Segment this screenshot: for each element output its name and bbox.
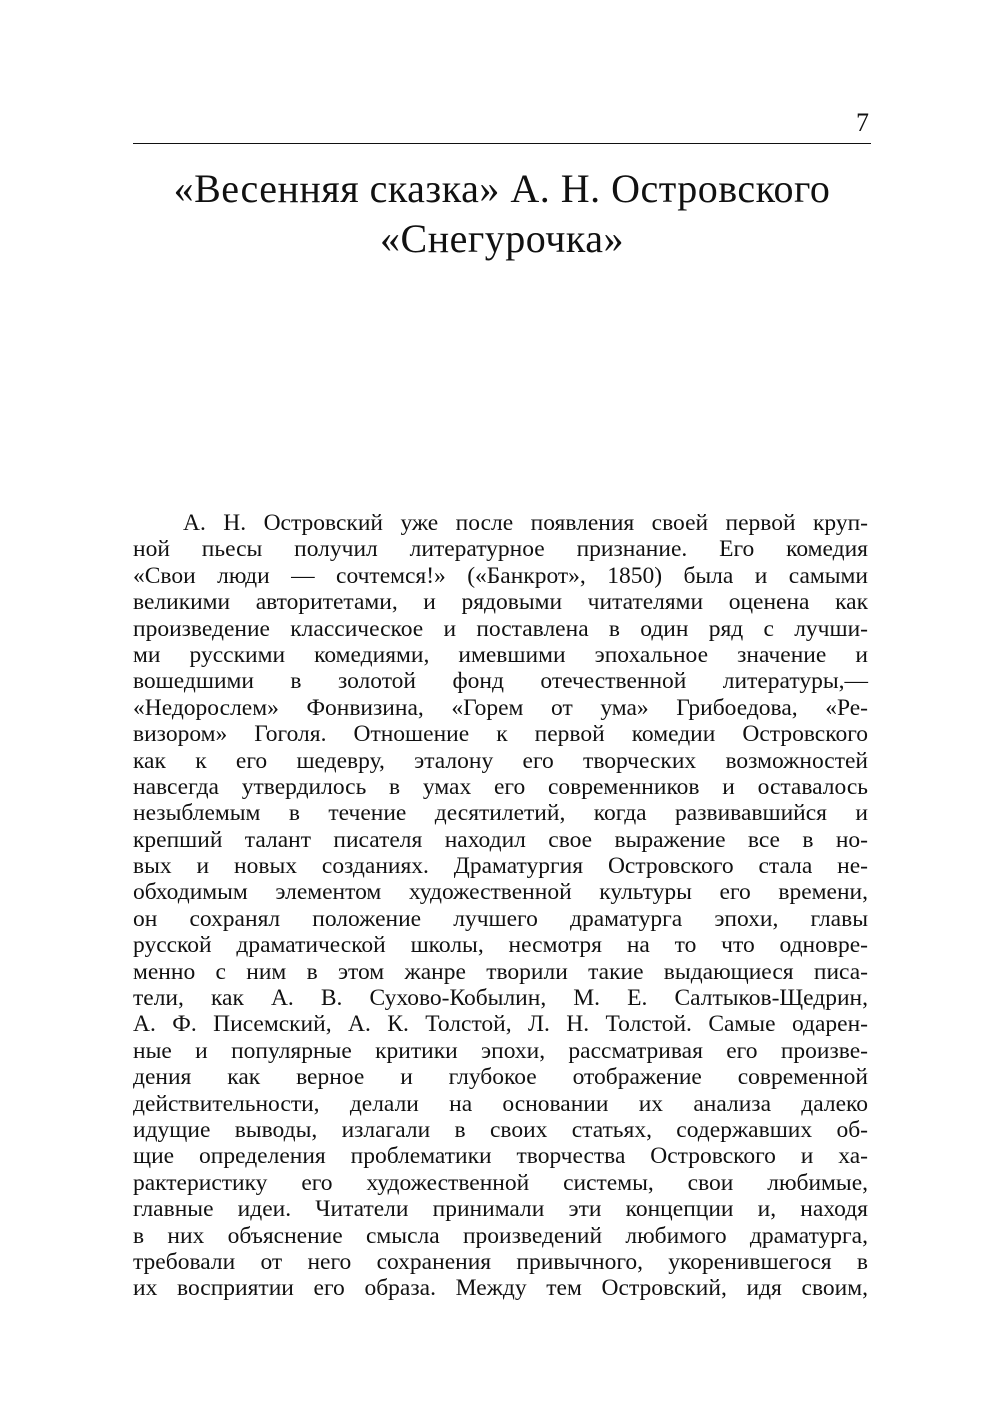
- text-line: А. Ф. Писемский, А. К. Толстой, Л. Н. Толстой. Самые одарен-: [133, 1011, 868, 1038]
- text-line: незыблемым в течение десятилетий, когда развивавшийся и: [133, 800, 868, 827]
- text-line: идущие выводы, излагали в своих статьях, содержавших об-: [133, 1116, 868, 1143]
- text-line: «Свои люди — сочтемся!» («Банкрот», 1850) была и самыми: [133, 562, 868, 589]
- text-line: великими авторитетами, и рядовыми читателями оценена как: [133, 589, 868, 616]
- text-line: визором» Гоголя. Отношение к первой комедии Островского: [133, 721, 868, 748]
- chapter-title-line-2: «Снегурочка»: [380, 216, 624, 261]
- body-text: [133, 510, 868, 1302]
- chapter-title: [133, 164, 871, 264]
- text-line: главные идеи. Читатели принимали эти концепции и, находя: [133, 1196, 868, 1223]
- text-line: А. Н. Островский уже после появления своей первой круп-: [183, 510, 868, 536]
- text-line: рактеристику его художественной системы, свои любимые,: [133, 1169, 868, 1196]
- text-line: вошедшими в золотой фонд отечественной литературы,—: [133, 668, 868, 695]
- text-line: навсегда утвердилось в умах его современников и оставалось: [133, 773, 868, 800]
- text-line: крепший талант писателя находил свое выражение все в но-: [133, 826, 868, 853]
- text-line: требовали от него сохранения привычного, укоренившегося в: [133, 1248, 868, 1275]
- text-line: дения как верное и глубокое отображение современной: [133, 1064, 868, 1091]
- text-line: как к его шедевру, эталону его творческих возможностей: [133, 747, 868, 774]
- text-line: русской драматической школы, несмотря на то что одновре-: [133, 932, 868, 959]
- text-line: тели, как А. В. Сухово-Кобылин, М. Е. Салтыков-Щедрин,: [133, 985, 868, 1012]
- text-line: «Недорослем» Фонвизина, «Горем от ума» Грибоедова, «Ре-: [133, 694, 868, 721]
- page-number: 7: [856, 108, 869, 137]
- text-line: щие определения проблематики творчества Островского и ха-: [133, 1143, 868, 1170]
- text-line: ной пьесы получил литературное признание. Его комедия: [133, 536, 868, 563]
- text-line: в них объяснение смысла произведений любимого драматурга,: [133, 1222, 868, 1249]
- text-line: менно с ним в этом жанре творили такие выдающиеся писа-: [133, 958, 868, 985]
- text-line: действительности, делали на основании их анализа далеко: [133, 1090, 868, 1117]
- text-line: вых и новых созданиях. Драматургия Островского стала не-: [133, 853, 868, 880]
- text-line: ные и популярные критики эпохи, рассматривая его произве-: [133, 1037, 868, 1064]
- text-line: он сохранял положение лучшего драматурга эпохи, главы: [133, 905, 868, 932]
- chapter-title-line-1: «Весенняя сказка» А. Н. Островского: [173, 166, 831, 211]
- text-line: ми русскими комедиями, имевшими эпохальное значение и: [133, 641, 868, 668]
- header-rule: [133, 143, 871, 144]
- text-line: произведение классическое и поставлена в один ряд с лучши-: [133, 615, 868, 642]
- text-line: их восприятии его образа. Между тем Островский, идя своим,: [133, 1275, 868, 1302]
- text-line: обходимым элементом художественной культуры его времени,: [133, 879, 868, 906]
